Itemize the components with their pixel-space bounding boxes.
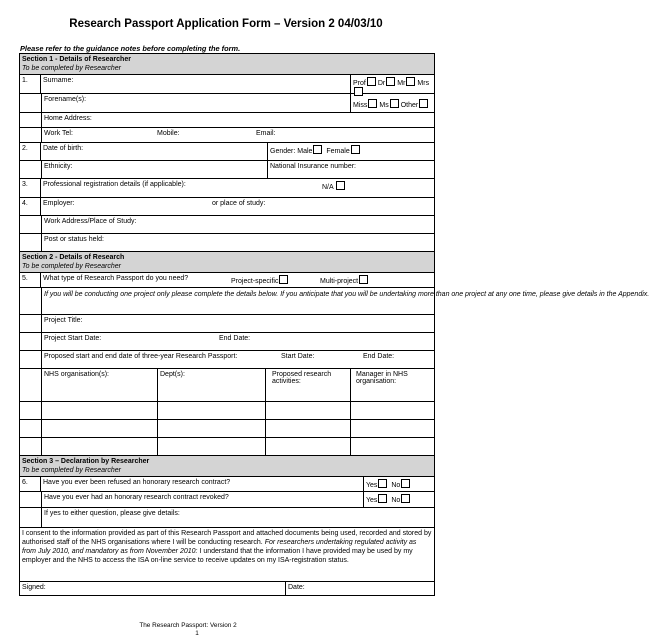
na-label: N/A xyxy=(322,184,334,191)
item-number: 1. xyxy=(20,75,41,93)
ni-number-field[interactable] xyxy=(267,161,434,178)
surname-row xyxy=(20,75,434,94)
dob-row xyxy=(20,143,434,161)
revoked-question: Have you ever had an honorary research contract revoked? xyxy=(44,494,229,501)
date-label: Date: xyxy=(288,584,305,591)
proposed-dates-label: Proposed start and end date of three-year Research Passport: xyxy=(44,353,238,360)
application-form xyxy=(19,53,650,596)
section-3-header xyxy=(20,456,434,477)
consent-isa-text: I understand that the information I have provided may be used by my employer and the NHS to access the ISA on-line service to receive updates on my ISA-registration status. xyxy=(22,547,413,564)
dept-cell[interactable] xyxy=(157,438,265,455)
gender-field xyxy=(267,143,434,160)
project-instruction: If you will be conducting one project only please complete the details below. If you anticipate that you will be undertaking more than one project at any one time, please give details in the Appendix. xyxy=(44,291,650,298)
email-label: Email: xyxy=(256,130,276,137)
col-manager: Manager in NHS organisation: xyxy=(350,369,434,401)
passport-type-question: What type of Research Passport do you need? xyxy=(43,275,189,282)
dept-cell[interactable] xyxy=(157,402,265,419)
consent-text: I consent to the information provided as part of this Research Passport and attached documents being used, recorded and stored by authorised staff of the NHS organisations where I will be conducting research. xyxy=(22,530,432,546)
contact-fields[interactable] xyxy=(42,128,434,142)
employer-field[interactable] xyxy=(41,198,434,215)
ni-number-label: National Insurance number: xyxy=(270,163,356,170)
passport-dates-field[interactable] xyxy=(42,351,434,368)
refused-yes-checkbox[interactable] xyxy=(378,479,387,488)
signature-field[interactable] xyxy=(20,582,285,595)
ms-label: Ms xyxy=(379,102,389,109)
item-number: 4. xyxy=(20,198,41,215)
multi-project-option xyxy=(320,275,370,285)
project-dates-row xyxy=(20,333,434,351)
guidance-note: Please refer to the guidance notes before completing the form. xyxy=(20,44,241,53)
section-2-header xyxy=(20,252,434,273)
title-options-2 xyxy=(350,94,434,112)
dob-label: Date of birth: xyxy=(43,145,84,152)
form-title: Research Passport Application Form – Version 2 04/03/10 xyxy=(69,18,383,30)
item-number: 2. xyxy=(20,143,41,160)
revoked-answer xyxy=(363,492,434,507)
forenames-label: Forename(s): xyxy=(44,96,87,103)
refused-answer xyxy=(363,477,434,491)
date-field[interactable] xyxy=(285,582,434,595)
instruction-row xyxy=(20,288,650,315)
yes-label: Yes xyxy=(366,497,378,504)
section-2-heading: Section 2 - Details of Research xyxy=(22,254,125,261)
dr-label: Dr xyxy=(377,80,386,87)
mrs-label: Mrs xyxy=(417,80,430,87)
place-of-study-label: or place of study: xyxy=(212,200,266,207)
refused-no-checkbox[interactable] xyxy=(401,479,410,488)
footer-doc-title: The Research Passport: Version 2 xyxy=(139,622,237,629)
item-number: 3. xyxy=(20,179,41,197)
prof-label: Prof xyxy=(353,80,366,87)
work-address-label: Work Address/Place of Study: xyxy=(44,218,137,225)
if-yes-field[interactable] xyxy=(42,508,434,527)
section-2-subheading: To be completed by Researcher xyxy=(22,263,121,270)
passport-type-row xyxy=(20,273,434,288)
post-label: Post or status held: xyxy=(44,236,104,243)
project-title-row xyxy=(20,315,434,333)
refused-question: Have you ever been refused an honorary research contract? xyxy=(43,479,231,486)
nhs-cell[interactable] xyxy=(42,420,157,437)
mobile-label: Mobile: xyxy=(157,130,180,137)
item-number: 6. xyxy=(20,477,41,491)
activities-cell[interactable] xyxy=(265,438,350,455)
pd-end-label: End Date: xyxy=(363,353,395,360)
ethnicity-row xyxy=(20,161,434,179)
title-options xyxy=(350,75,434,93)
ethnicity-label: Ethnicity: xyxy=(44,163,73,170)
post-field[interactable] xyxy=(42,234,434,251)
consent-row xyxy=(20,528,434,582)
home-address-field[interactable] xyxy=(42,113,434,127)
start-date-label: Project Start Date: xyxy=(44,335,102,342)
activities-cell[interactable] xyxy=(265,420,350,437)
home-address-label: Home Address: xyxy=(44,115,92,122)
dr-checkbox[interactable] xyxy=(386,77,395,86)
section-1-subheading: To be completed by Researcher xyxy=(22,65,121,72)
consent-statement xyxy=(20,528,434,581)
revoked-yes-checkbox[interactable] xyxy=(378,494,387,503)
item-number: 5. xyxy=(20,273,41,287)
prof-reg-row xyxy=(20,179,434,198)
no-label: No xyxy=(391,482,401,489)
revoked-no-checkbox[interactable] xyxy=(401,494,410,503)
page-number: 1 xyxy=(195,630,199,637)
pd-start-label: Start Date: xyxy=(281,353,315,360)
work-tel-label: Work Tel: xyxy=(44,130,73,137)
employer-label: Employer: xyxy=(43,200,75,207)
manager-cell[interactable] xyxy=(350,420,434,437)
multi-project-checkbox[interactable] xyxy=(359,275,368,284)
contact-row xyxy=(20,128,434,143)
other-label: Other xyxy=(400,102,419,109)
col-nhs: NHS organisation(s): xyxy=(44,371,109,378)
col-activities: Proposed research activities: xyxy=(265,369,350,401)
prof-reg-label: Professional registration details (if applicable): xyxy=(43,181,186,188)
nhs-cell[interactable] xyxy=(42,438,157,455)
project-specific-label: Project-specific xyxy=(231,278,279,285)
surname-field[interactable] xyxy=(41,75,350,93)
prof-reg-field[interactable] xyxy=(41,179,434,197)
end-date-label: End Date: xyxy=(219,335,251,342)
passport-type-field xyxy=(41,273,434,287)
nhs-row xyxy=(20,438,434,456)
dob-field[interactable] xyxy=(41,143,267,160)
col-dept: Dept(s): xyxy=(157,369,265,401)
if-yes-label: If yes to either question, please give details: xyxy=(44,510,180,517)
signature-row xyxy=(20,582,434,595)
mr-checkbox[interactable] xyxy=(406,77,415,86)
surname-label: Surname: xyxy=(43,77,74,84)
project-title-label: Project Title: xyxy=(44,317,83,324)
section-3-heading: Section 3 – Declaration by Researcher xyxy=(22,458,150,465)
project-title-field[interactable] xyxy=(42,315,434,332)
nhs-header-row xyxy=(20,369,434,402)
female-checkbox[interactable] xyxy=(351,145,360,154)
multi-project-label: Multi-project xyxy=(320,278,359,285)
page-footer xyxy=(0,622,452,638)
project-specific-checkbox[interactable] xyxy=(279,275,288,284)
work-address-row xyxy=(20,216,434,234)
work-address-field[interactable] xyxy=(42,216,434,233)
nhs-row xyxy=(20,420,434,438)
section-1-heading: Section 1 - Details of Researcher xyxy=(22,56,131,63)
manager-cell[interactable] xyxy=(350,402,434,419)
miss-checkbox[interactable] xyxy=(368,99,377,108)
section-1-header xyxy=(20,54,434,75)
ethnicity-field[interactable] xyxy=(42,161,267,178)
manager-cell[interactable] xyxy=(350,438,434,455)
employer-row xyxy=(20,198,434,216)
section-3-subheading: To be completed by Researcher xyxy=(22,467,121,474)
project-dates-field[interactable] xyxy=(42,333,434,350)
female-label: Female xyxy=(326,148,350,155)
refused-row xyxy=(20,477,434,492)
male-checkbox[interactable] xyxy=(313,145,322,154)
dept-cell[interactable] xyxy=(157,420,265,437)
gender-male-label: Gender: Male xyxy=(270,148,313,155)
post-row xyxy=(20,234,434,252)
nhs-cell[interactable] xyxy=(42,402,157,419)
nhs-row xyxy=(20,402,434,420)
ms-checkbox[interactable] xyxy=(390,99,399,108)
mr-label: Mr xyxy=(397,80,406,87)
forenames-field[interactable] xyxy=(42,94,350,112)
activities-cell[interactable] xyxy=(265,402,350,419)
prof-checkbox[interactable] xyxy=(367,77,376,86)
if-yes-row xyxy=(20,508,434,528)
revoked-row xyxy=(20,492,434,508)
miss-label: Miss xyxy=(353,102,368,109)
consent-regulated-text: For researchers undertaking regulated activity as from July 2010, and mandatory as from November 2010: xyxy=(22,538,417,555)
forenames-row xyxy=(20,94,434,113)
no-label: No xyxy=(391,497,401,504)
na-option xyxy=(322,181,347,191)
yes-label: Yes xyxy=(366,482,378,489)
other-checkbox[interactable] xyxy=(419,99,428,108)
passport-dates-row xyxy=(20,351,434,369)
signed-label: Signed: xyxy=(22,584,46,591)
home-address-row xyxy=(20,113,434,128)
na-checkbox[interactable] xyxy=(336,181,345,190)
project-specific-option xyxy=(231,275,290,285)
